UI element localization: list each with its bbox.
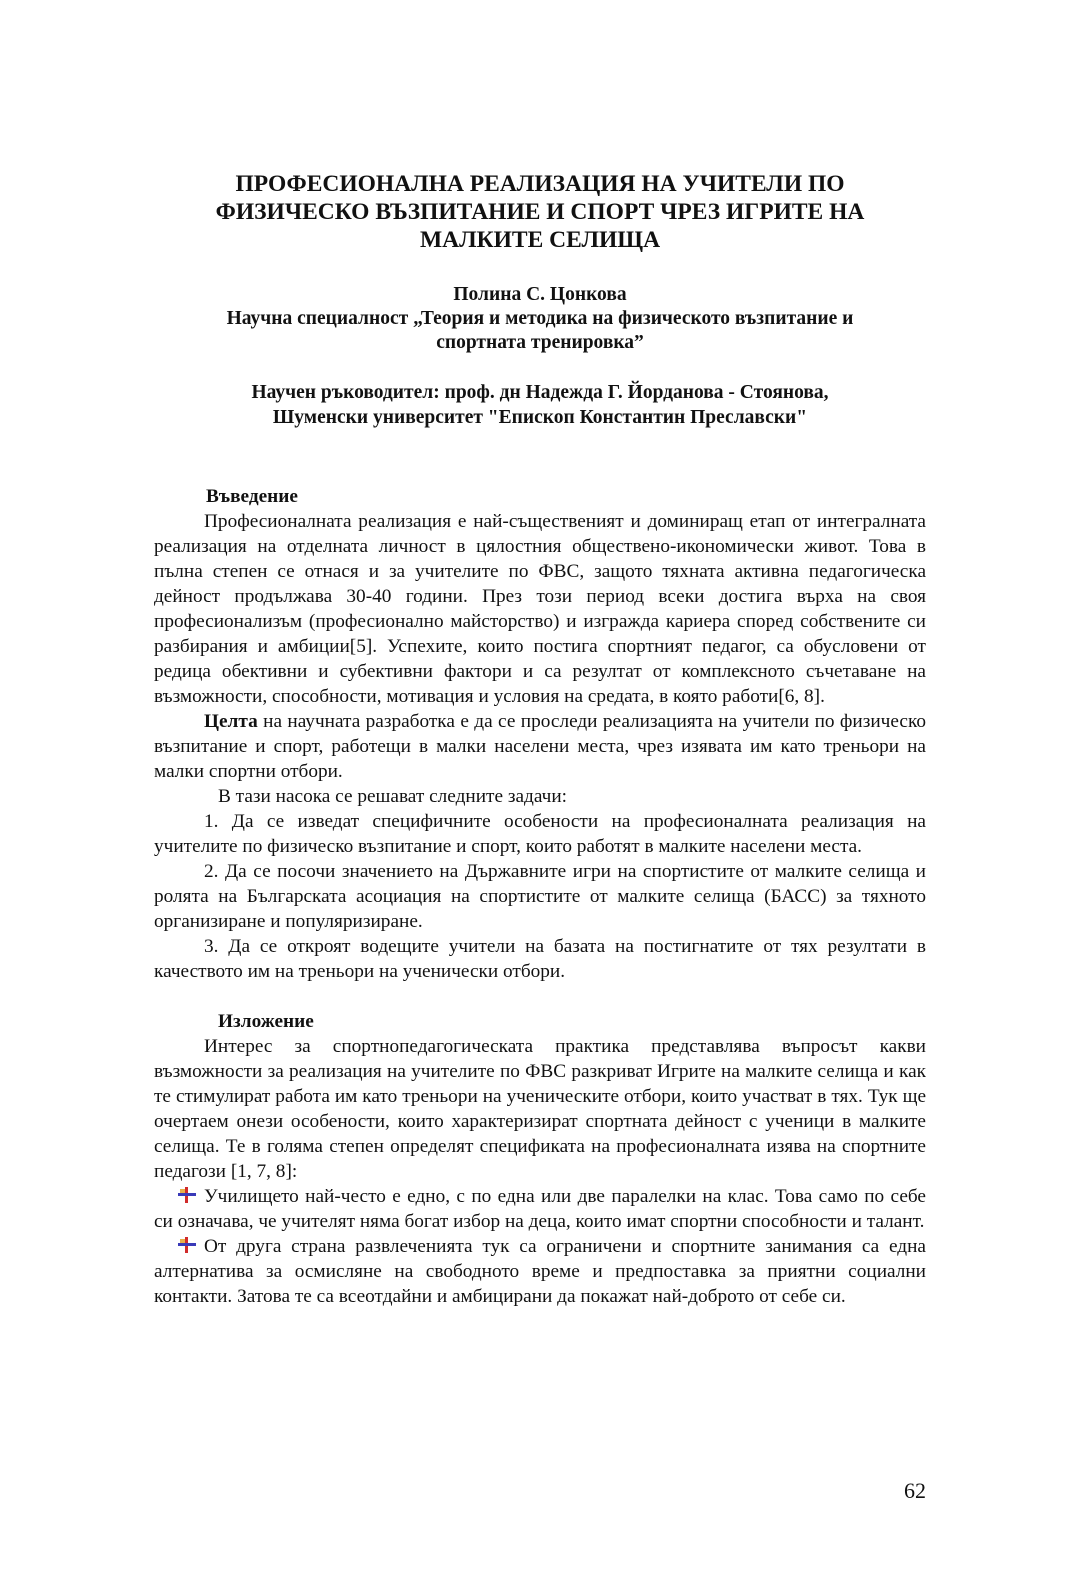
bullet-text-1: Училището най-често е едно, с по една или две паралелки на клас. Това само по себе си означава, че учителят няма богат избор на деца, които имат спортни способности и талант. [154, 1186, 926, 1232]
goal-paragraph [154, 709, 926, 784]
title-line-3: МАЛКИТЕ СЕЛИЩА [419, 227, 661, 253]
pin-bullet-icon [178, 1237, 196, 1253]
task-3: 3. Да се откроят водещите учители на базата на постигнатите от тях резултати в качеството им на треньори на ученически отбори. [154, 936, 926, 982]
author-name: Полина С. Цонкова [453, 284, 627, 305]
page-number: 62 [904, 1478, 926, 1503]
exposition-paragraph: Интерес за спортнопедагогическата практика представлява въпросът какви възможности за реализация на учителите по ФВС разкриват Игрите на малките селища и как те стимулират работа им като треньори на ученическите отбори, които участват в тях. Тук ще очертаем онези особености, които характеризират спортната дейност с ученици в малките селища. Те в голяма степен определят спецификата на професионалната изява на спортните педагози [1, 7, 8]: [154, 1036, 926, 1182]
task-2: 2. Да се посочи значението на Държавните игри на спортистите от малките селища и ролята на Българската асоциация на спортистите от малките селища (БАСС) за тяхното организиране и популяризиране. [154, 861, 926, 932]
bullet-text-2: От друга страна развлеченията тук са ограничени и спортните занимания са една алтернатива за осмисляне на свободното време и предпоставка за приятни социални контакти. Затова те са всеотдайни и амбицирани да покажат най-доброто от себе си. [154, 1236, 926, 1307]
document-body [154, 484, 926, 1309]
advisor-block [150, 380, 930, 430]
intro-heading: Въведение [206, 486, 298, 507]
title-line-2: ФИЗИЧЕСКО ВЪЗПИТАНИЕ И СПОРТ ЧРЕЗ ИГРИТЕ НА [215, 199, 865, 225]
pin-bullet-icon [178, 1187, 196, 1203]
goal-text: на научната разработка е да се проследи реализацията на учители по физическо възпитание и спорт, работещи в малки населени места, чрез изявата им като треньори на малки спортни отбори. [154, 711, 926, 782]
intro-paragraph: Професионалната реализация е най-същественият и доминиращ етап от интегралната реализация на отделната личност в цялостния обществено-икономически живот. Това в пълна степен се отнася и за учителите по ФВС, защото тяхната активна педагогическа дейност продължава 30-40 години. През този период всеки достига върха на своя професионализъм (професионално майсторство) и изгражда кариера според собствените си разбирания и амбиции[5]. Успехите, които постига спортният педагог, са обусловени от редица обективни и субективни фактори и са резултат от комплексното съчетаване на възможности, способности, мотивация и условия на средата, в която работи[6, 8]. [154, 511, 926, 707]
title-line-1: ПРОФЕСИОНАЛНА РЕАЛИЗАЦИЯ НА УЧИТЕЛИ ПО [235, 171, 845, 197]
paper-title [150, 170, 930, 254]
author-block [150, 283, 930, 355]
bullet-item-1 [154, 1184, 926, 1234]
advisor-line-2: Шуменски университет "Епископ Константин Преславски" [272, 407, 808, 428]
exposition-heading: Изложение [218, 1011, 314, 1032]
task-1: 1. Да се изведат специфичните особености на професионалната реализация на учителите по физическо възпитание и спорт, които работят в малките населени места. [154, 811, 926, 857]
specialty-line-2: спортната тренировка” [436, 332, 644, 353]
advisor-line-1: Научен ръководител: проф. дн Надежда Г. Йорданова - Стоянова, [251, 382, 829, 403]
tasks-intro: В тази насока се решават следните задачи: [218, 786, 567, 807]
bullet-item-2 [154, 1234, 926, 1309]
goal-bold: Целта [204, 711, 258, 732]
specialty-line-1: Научна специалност „Теория и методика на физическото възпитание и [226, 308, 854, 329]
